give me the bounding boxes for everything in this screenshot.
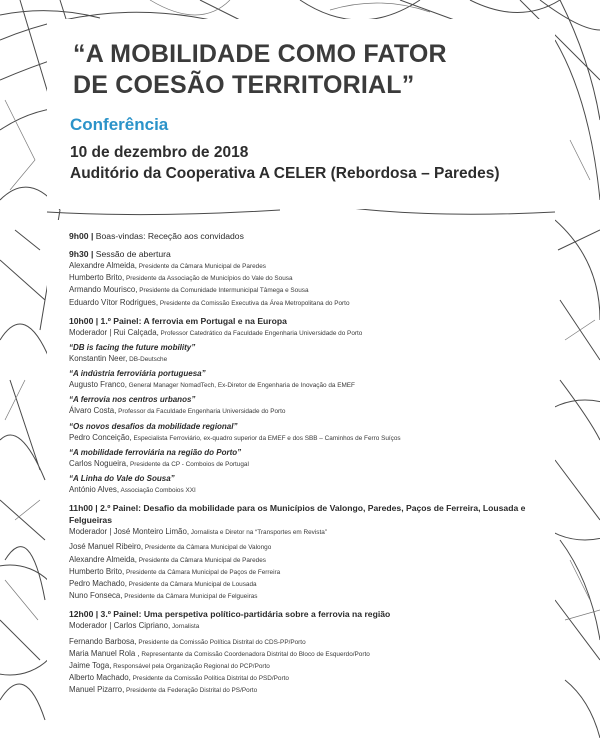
speaker-line [69,648,549,660]
speaker-line [69,578,549,590]
speaker-name: Augusto Franco, [69,380,127,390]
agenda-description: 3.º Painel: Uma perspetiva político-partidária sobre a ferrovia na região [98,609,391,620]
speaker-line [69,297,549,309]
speaker-line [69,672,549,684]
talk-item [69,368,549,391]
speaker-line [69,284,549,296]
agenda-opening [69,248,549,309]
speaker-role: Presidente da Câmara Municipal de Felgueiras [122,593,258,601]
moderator-name: Rui Calçada, [113,327,159,337]
speaker-line [69,260,549,272]
agenda-time: 9h30 | [69,249,94,259]
speaker-line [69,636,549,648]
speaker-line [69,379,549,391]
speaker-name: Pedro Conceição, [69,432,132,442]
agenda-description: 1.º Painel: A ferrovia em Portugal e na Europa [98,315,287,326]
speaker-role: Presidente da Comissão Política Distrital do PSD/Porto [130,675,289,683]
speaker-name: Alberto Machado, [69,673,131,683]
agenda-heading [69,315,549,327]
speaker-role: Presidente da Câmara Municipal de Lousada [126,581,257,589]
program-list [69,230,549,703]
agenda-heading [69,248,549,260]
event-date: 10 de dezembro de 2018 [70,144,249,161]
speaker-name: Álvaro Costa, [69,406,117,416]
agenda-time: 12h00 | [69,609,99,620]
speaker-name: Humberto Brito, [69,566,125,576]
talk-title: “Os novos desafios da mobilidade regional” [69,421,238,431]
talk-item [69,342,549,365]
moderator-name: Carlos Cipriano, [113,621,171,631]
event-type: Conferência [70,115,169,134]
moderator-role: Professor Catedrático da Faculdade Engenharia Universidade do Porto [158,329,363,337]
speaker-line [69,590,549,602]
speaker-role: Presidente da Comissão Política Distrital do CDS-PP/Porto [136,638,306,646]
event-venue: Auditório da Cooperativa A CELER (Rebordosa – Paredes) [70,165,500,182]
talk-title: “A indústria ferroviária portuguesa” [69,369,206,379]
speaker-role: Associação Comboios XXI [119,487,196,495]
agenda-heading [69,608,549,620]
moderator-label: Moderador | [69,621,114,631]
speaker-role: Presidente da Comissão Executiva da Área Metropolitana do Porto [158,299,350,307]
speaker-role: Presidente da CP - Comboios de Portugal [128,460,249,468]
speaker-role: Presidente da Câmara Municipal de Paredes [137,263,266,270]
agenda-heading [69,502,549,526]
speaker-name: Eduardo Vítor Rodrigues, [69,297,159,307]
talk-title: “A Linha do Vale do Sousa” [69,474,175,484]
speaker-name: Jaime Toga, [69,661,112,671]
speaker-role: Responsável pela Organização Regional do PCP/Porto [111,663,270,671]
speaker-role: Presidente da Câmara Municipal de Valongo [143,544,272,552]
agenda-panel-3 [69,608,549,696]
talk-title: “A mobilidade ferroviária na região do Porto” [69,447,242,457]
talk-item [69,447,549,470]
talk-item [69,473,549,496]
speaker-role: General Manager NomadTech, Ex-Diretor de Engenharia de Inovação da EMEF [126,382,355,390]
agenda-description: Boas-vindas: Receção aos convidados [93,231,244,241]
speaker-line [69,432,549,444]
conference-title [73,39,543,101]
speaker-name: Alexandre Almeida, [69,261,137,270]
speaker-role: Especialista Ferroviário, ex-quadro superior da EMEF e dos SBB – Caminhos de Ferro Suíços [131,434,401,442]
header-panel [47,19,555,209]
moderator-name: José Monteiro Limão, [113,527,190,537]
speaker-name: Manuel Pizarro, [69,685,125,695]
speaker-line [69,405,549,417]
speaker-role: Presidente da Comunidade Intermunicipal Tâmega e Sousa [137,287,309,295]
speaker-line [69,272,549,284]
speaker-role: Presidente da Federação Distrital do PS/Porto [124,687,258,695]
talk-title: “A ferrovia nos centros urbanos” [69,395,196,405]
agenda-heading [69,230,549,242]
agenda-description: 2.º Painel: Desafio da mobilidade para os Municípios de Valongo, Paredes, Paços de Ferreira, Lousada e Felgueiras [69,503,526,526]
speaker-name: José Manuel Ribeiro, [69,542,144,552]
speaker-line [69,353,549,365]
moderator-line [69,526,549,538]
speaker-line [69,484,549,496]
speaker-line [69,541,549,553]
agenda-welcome [69,230,549,242]
speaker-line [69,554,549,566]
program-panel [47,220,555,738]
speaker-line [69,660,549,672]
agenda-panel-1 [69,315,549,496]
title-line-1: “A MOBILIDADE COMO FATOR [73,40,447,68]
speaker-line [69,684,549,696]
moderator-label: Moderador | [69,527,114,537]
speaker-name: Konstantin Neer, [69,354,128,364]
speaker-name: Humberto Brito, [69,273,125,283]
talk-title: “DB is facing the future mobility” [69,343,196,353]
speaker-name: Nuno Fonseca, [69,591,123,601]
speaker-name: Alexandre Almeida, [69,554,137,564]
title-line-2: DE COESÃO TERRITORIAL” [73,71,415,99]
speaker-role: Presidente da Associação de Municípios do Vale do Sousa [124,275,293,283]
talk-item [69,394,549,417]
speaker-name: Maria Manuel Rola , [69,648,140,658]
moderator-line [69,620,549,632]
moderator-role: Jornalista [170,623,200,631]
speaker-role: Presidente da Câmara Municipal de Paços de Ferreira [124,568,281,576]
speaker-name: Armando Mourisco, [69,285,138,295]
speaker-name: Fernando Barbosa, [69,636,137,646]
moderator-line [69,327,549,339]
speaker-role: Presidente da Câmara Municipal de Paredes [137,556,266,564]
agenda-time: 10h00 | [69,315,99,326]
speaker-role: Representante da Comissão Coordenadora Distrital do Bloco de Esquerdo/Porto [139,650,370,658]
agenda-panel-2 [69,502,549,602]
speaker-role: DB-Deutsche [127,356,168,364]
speaker-name: Carlos Nogueira, [69,458,129,468]
speaker-role: Professor da Faculdade Engenharia Universidade do Porto [116,408,286,416]
moderator-label: Moderador | [69,327,114,337]
moderator-role: Jornalista e Diretor na “Transportes em Revista” [189,529,327,537]
agenda-description: Sessão de abertura [93,249,171,259]
speaker-name: António Alves, [69,485,120,495]
talk-item [69,421,549,444]
agenda-time: 9h00 | [69,231,94,241]
speaker-line [69,566,549,578]
speaker-line [69,458,549,470]
speaker-name: Pedro Machado, [69,579,127,589]
agenda-time: 11h00 | [69,503,98,514]
